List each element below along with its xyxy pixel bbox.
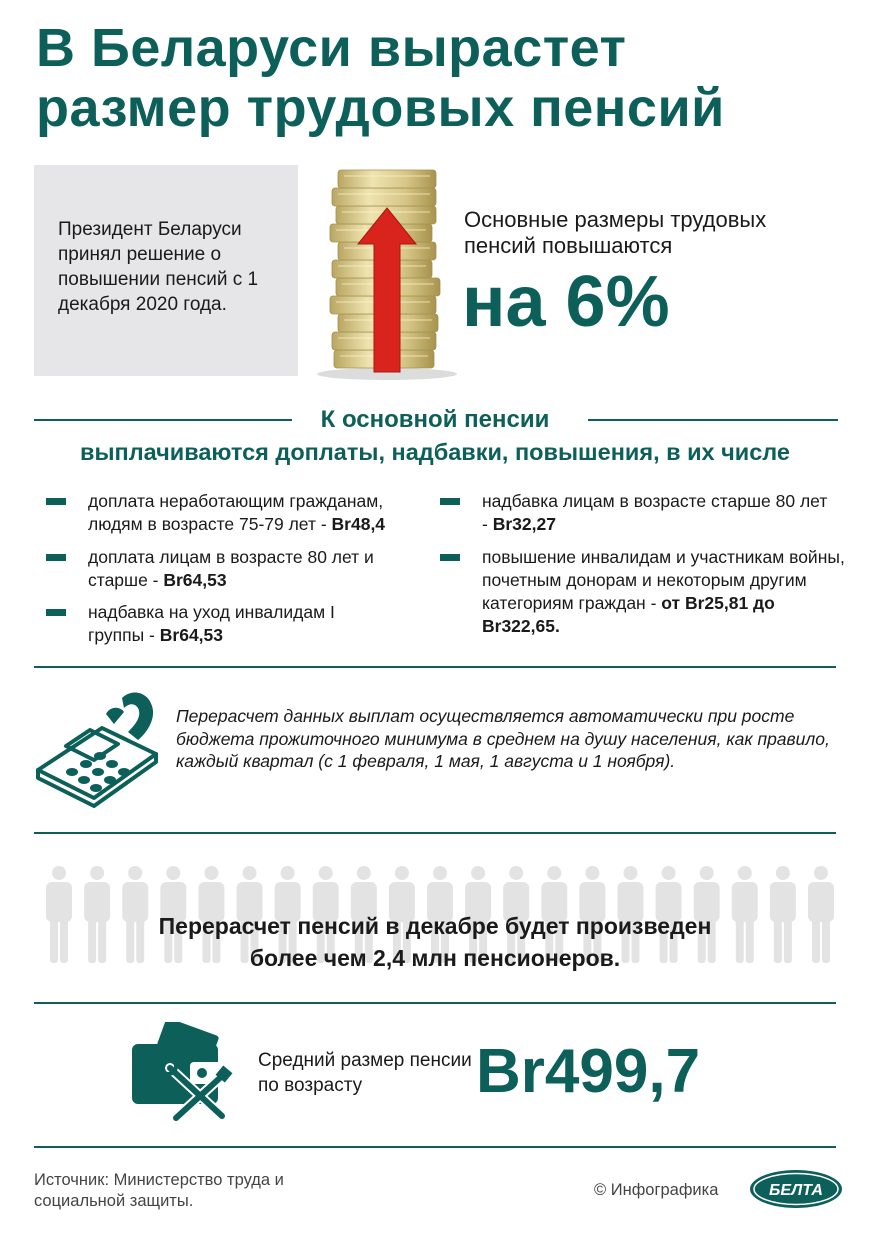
- pensioners-statement: [60, 910, 810, 974]
- divider: [34, 1146, 836, 1148]
- bullet-marker: [46, 554, 66, 561]
- pensioners-line-1: Перерасчет пенсий в декабре будет произведен: [158, 913, 712, 939]
- average-pension-label: Средний размер пенсии по возрасту: [258, 1050, 472, 1096]
- bullet-marker: [440, 498, 460, 505]
- belta-logo-text: БЕЛТА: [769, 1182, 823, 1199]
- bullet-marker: [440, 554, 460, 561]
- headline-value: на 6%: [462, 262, 670, 342]
- headline-subtitle: Основные размеры трудовых пенсий повышаются: [464, 207, 767, 258]
- recalculation-note: Перерасчет данных выплат осуществляется автоматически при росте бюджета прожиточного минимума в среднем на душу населения, как правило, каждый квартал (с 1 февраля, 1 мая, 1 августа и 1 ноября).: [176, 706, 830, 771]
- wallet-tools-icon: [130, 1022, 238, 1122]
- title-line-1: В Беларуси вырастет: [36, 18, 627, 78]
- section-title-1: К основной пенсии: [320, 406, 550, 433]
- bullet-item: надбавка на уход инвалидам I группы - Вr64,53: [88, 601, 388, 647]
- title-line-2: размер трудовых пенсий: [36, 78, 725, 138]
- belta-logo: [748, 1168, 844, 1210]
- bullet-marker: [46, 609, 66, 616]
- section-title-2: выплачиваются доплаты, надбавки, повышения, в их числе: [80, 439, 790, 465]
- divider: [34, 832, 836, 834]
- infographic-credit: © Инфографика: [594, 1181, 719, 1199]
- pensioners-line-2: более чем 2,4 млн пенсионеров.: [249, 945, 621, 971]
- calculator-icon: [28, 688, 168, 808]
- average-pension-value: Вr499,7: [476, 1037, 701, 1106]
- person-silhouette-icon: [808, 866, 834, 963]
- coin-stack-icon: [312, 160, 462, 382]
- divider: [34, 666, 836, 668]
- source-note: Источник: Министерство труда и социальной защиты.: [34, 1171, 284, 1210]
- divider: [34, 1002, 836, 1004]
- bullet-item: доплата лицам в возрасте 80 лет и старше - Вr64,53: [88, 546, 433, 592]
- intro-text: Президент Беларуси принял решение о повышении пенсий с 1 декабря 2020 года.: [58, 219, 259, 315]
- bullet-item: надбавка лицам в возрасте старше 80 лет - Вr32,27: [482, 490, 837, 536]
- intro-panel: [34, 165, 298, 376]
- bullet-item: доплата неработающим гражданам, людям в возрасте 75-79 лет - Вr48,4: [88, 490, 438, 536]
- bullet-marker: [46, 498, 66, 505]
- page-title: [36, 18, 856, 138]
- bullet-item: повышение инвалидам и участникам войны, почетным донорам и некоторым другим категориям граждан - от Вr25,81 до Вr322,65.: [482, 546, 852, 638]
